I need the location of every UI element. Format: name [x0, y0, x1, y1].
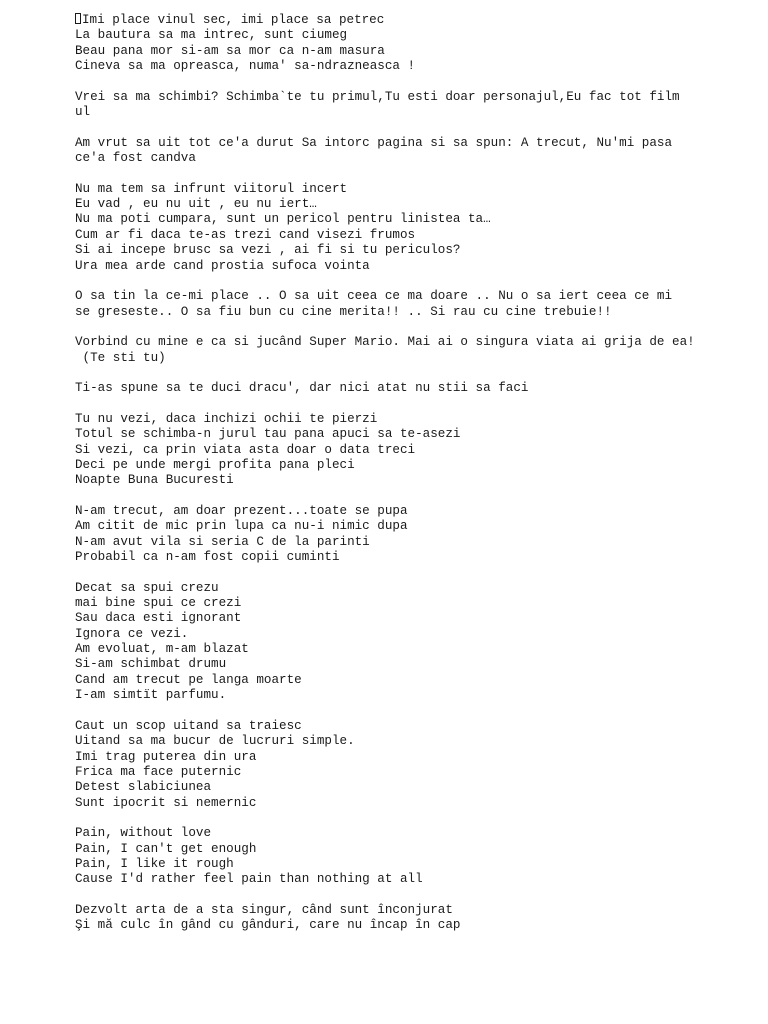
text-line: Pain, I like it rough: [75, 856, 234, 871]
text-line: La bautura sa ma intrec, sunt ciumeg: [75, 28, 348, 43]
text-line: I-am simtït parfumu.: [75, 688, 227, 703]
text-line: Si-am schimbat drumu: [75, 657, 227, 672]
text-line: mai bine spui ce crezi: [75, 596, 242, 611]
text-line: Si ai incepe brusc sa vezi , ai fi si tu periculos?: [75, 243, 461, 258]
text-line: se greseste.. O sa fiu bun cu cine merita!! .. Si rau cu cine trebuie!!: [75, 304, 612, 319]
text-line: Frica ma face puternic: [75, 764, 242, 779]
blank-line: [75, 888, 715, 903]
text-line: Si vezi, ca prin viata asta doar o data treci: [75, 442, 416, 457]
text-line: [75, 13, 715, 28]
text-line: Am citit de mic prin lupa ca nu-i nimic dupa: [75, 519, 408, 534]
text-line: Pain, without love: [75, 826, 212, 841]
blank-line: [75, 397, 715, 412]
blank-line: [75, 366, 715, 381]
text-line: Uitand sa ma bucur de lucruri simple.: [75, 734, 355, 749]
text-line: Sunt ipocrit si nemernic: [75, 795, 257, 810]
text-line: Cause I'd rather feel pain than nothing at all: [75, 872, 423, 887]
text-line: Probabil ca n-am fost copii cuminti: [75, 550, 340, 565]
text-line: Eu vad , eu nu uit , eu nu iert…: [75, 197, 317, 212]
text-line: Dezvolt arta de a sta singur, când sunt înconjurat: [75, 902, 453, 917]
lyrics-text: [75, 13, 715, 934]
text-line: Sau daca esti ignorant: [75, 611, 242, 626]
text-line: ce'a fost candva: [75, 151, 196, 166]
text-line: Decat sa spui crezu: [75, 580, 219, 595]
text-line: Caut un scop uitand sa traiesc: [75, 718, 302, 733]
text-line: N-am avut vila si seria C de la parinti: [75, 534, 370, 549]
text-line: Noapte Buna Bucuresti: [75, 473, 234, 488]
text-line: Deci pe unde mergi profita pana pleci: [75, 457, 355, 472]
text-line: Nu ma tem sa infrunt viitorul incert: [75, 181, 348, 196]
blank-line: [75, 703, 715, 718]
blank-line: [75, 74, 715, 89]
blank-line: [75, 274, 715, 289]
text-line-content: Imi place vinul sec, imi place sa petrec: [82, 13, 385, 27]
text-line: Ignora ce vezi.: [75, 626, 189, 641]
text-line: ul: [75, 105, 91, 120]
text-line: Vorbind cu mine e ca si jucând Super Mario. Mai ai o singura viata ai grija de ea!: [75, 335, 695, 350]
text-line: Pain, I can't get enough: [75, 841, 257, 856]
blank-line: [75, 565, 715, 580]
missing-glyph-icon: [75, 13, 81, 24]
blank-line: [75, 811, 715, 826]
text-line: Am evoluat, m-am blazat: [75, 642, 249, 657]
text-line: N-am trecut, am doar prezent...toate se pupa: [75, 504, 408, 518]
blank-line: [75, 489, 715, 504]
text-line: Tu nu vezi, daca inchizi ochii te pierzi: [75, 411, 378, 426]
text-line: Am vrut sa uit tot ce'a durut Sa intorc pagina si sa spun: A trecut, Nu'mi pasa: [75, 135, 673, 150]
text-line: Cand am trecut pe langa moarte: [75, 672, 302, 687]
text-line: Cum ar fi daca te-as trezi cand visezi frumos: [75, 227, 416, 242]
text-line: Şi mă culc în gând cu gânduri, care nu încap în cap: [75, 918, 461, 933]
text-line: Imi trag puterea din ura: [75, 749, 257, 764]
blank-line: [75, 320, 715, 335]
text-line: Vrei sa ma schimbi? Schimba`te tu primul,Tu esti doar personajul,Eu fac tot film: [75, 89, 680, 104]
text-line: Detest slabiciunea: [75, 780, 212, 795]
text-line: Beau pana mor si-am sa mor ca n-am masura: [75, 43, 385, 58]
blank-line: [75, 166, 715, 181]
text-line: Cineva sa ma opreasca, numa' sa-ndrazneasca !: [75, 59, 416, 74]
text-line: Ti-as spune sa te duci dracu', dar nici atat nu stii sa faci: [75, 381, 529, 396]
text-line: O sa tin la ce-mi place .. O sa uit ceea ce ma doare .. Nu o sa iert ceea ce mi: [75, 289, 673, 304]
text-line: Nu ma poti cumpara, sunt un pericol pentru linistea ta…: [75, 212, 491, 227]
text-line: (Te sti tu): [75, 350, 166, 365]
text-line: Totul se schimba-n jurul tau pana apuci sa te-asezi: [75, 427, 461, 442]
text-line: Ura mea arde cand prostia sufoca vointa: [75, 258, 370, 273]
blank-line: [75, 120, 715, 135]
